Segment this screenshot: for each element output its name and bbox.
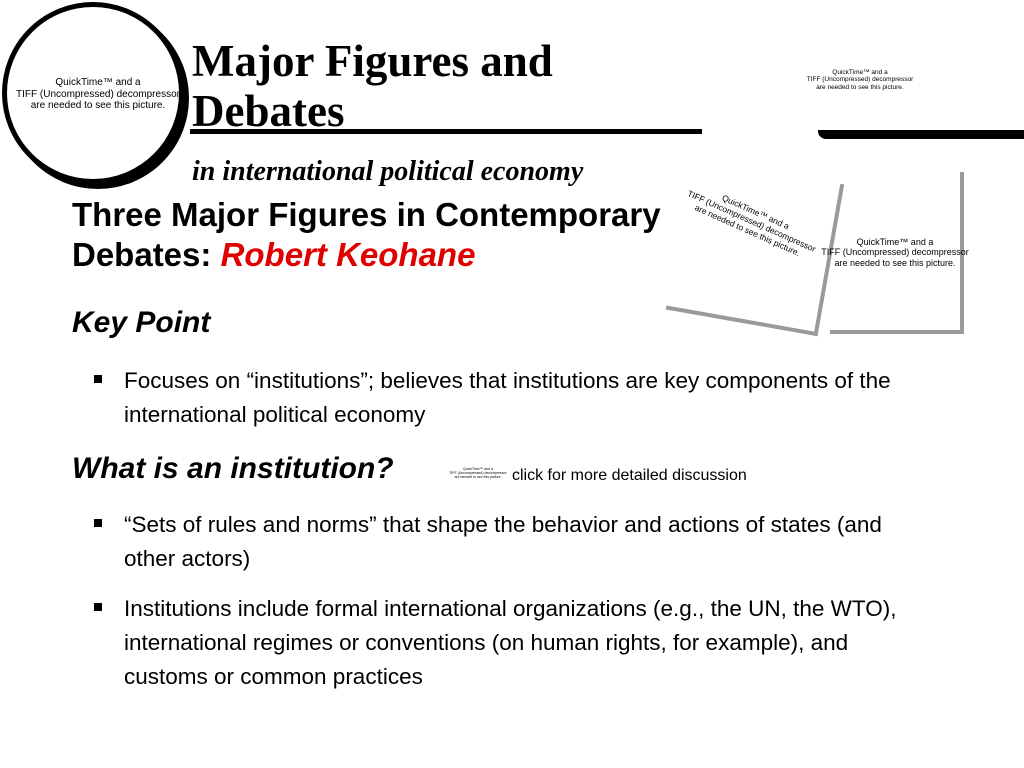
- quicktime-placeholder-framed: QuickTime™ and a TIFF (Uncompressed) decompressor are needed to see this picture.: [821, 237, 969, 268]
- quicktime-placeholder-top-right: QuickTime™ and a TIFF (Uncompressed) decompressor are needed to see this picture.: [806, 69, 914, 91]
- bullet-item: [94, 592, 934, 694]
- bullet-text: Focuses on “institutions”; believes that institutions are key components of the international political economy: [124, 368, 891, 427]
- question-heading: What is an institution?: [72, 452, 394, 485]
- bullet-text: Institutions include formal international organizations (e.g., the UN, the WTO), international regimes or conventions (on human rights, for example), and customs or common practices: [124, 596, 897, 689]
- square-bullet-icon: [94, 603, 102, 611]
- inline-picture-icon[interactable]: QuickTime™ and a TIFF (Uncompressed) decompressor are needed to see this picture.: [449, 467, 507, 479]
- bullet-item: [94, 508, 934, 576]
- bullet-item: [94, 364, 934, 432]
- slide-heading-name: Robert Keohane: [220, 236, 476, 273]
- quicktime-placeholder-text: QuickTime™ and a TIFF (Uncompressed) decompressor are needed to see this picture.: [16, 77, 180, 111]
- header-rule-right: [818, 130, 1024, 139]
- square-bullet-icon: [94, 519, 102, 527]
- page-title: Major Figures and Debates: [192, 36, 553, 136]
- key-point-heading: Key Point: [72, 306, 211, 339]
- more-discussion-link[interactable]: click for more detailed discussion: [512, 467, 747, 484]
- slide-heading: [72, 195, 792, 275]
- bullet-text: “Sets of rules and norms” that shape the behavior and actions of states (and other actors): [124, 512, 882, 571]
- slide-heading-text: Three Major Figures in Contemporary Debates:: [72, 196, 661, 273]
- square-bullet-icon: [94, 375, 102, 383]
- page-subtitle: in international political economy: [192, 156, 584, 187]
- quicktime-placeholder-rotated: QuickTime™ and a TIFF (Uncompressed) decompressor are needed to see this picture.: [686, 187, 818, 258]
- picture-frame: [821, 172, 969, 334]
- header-circle-image: [2, 2, 184, 184]
